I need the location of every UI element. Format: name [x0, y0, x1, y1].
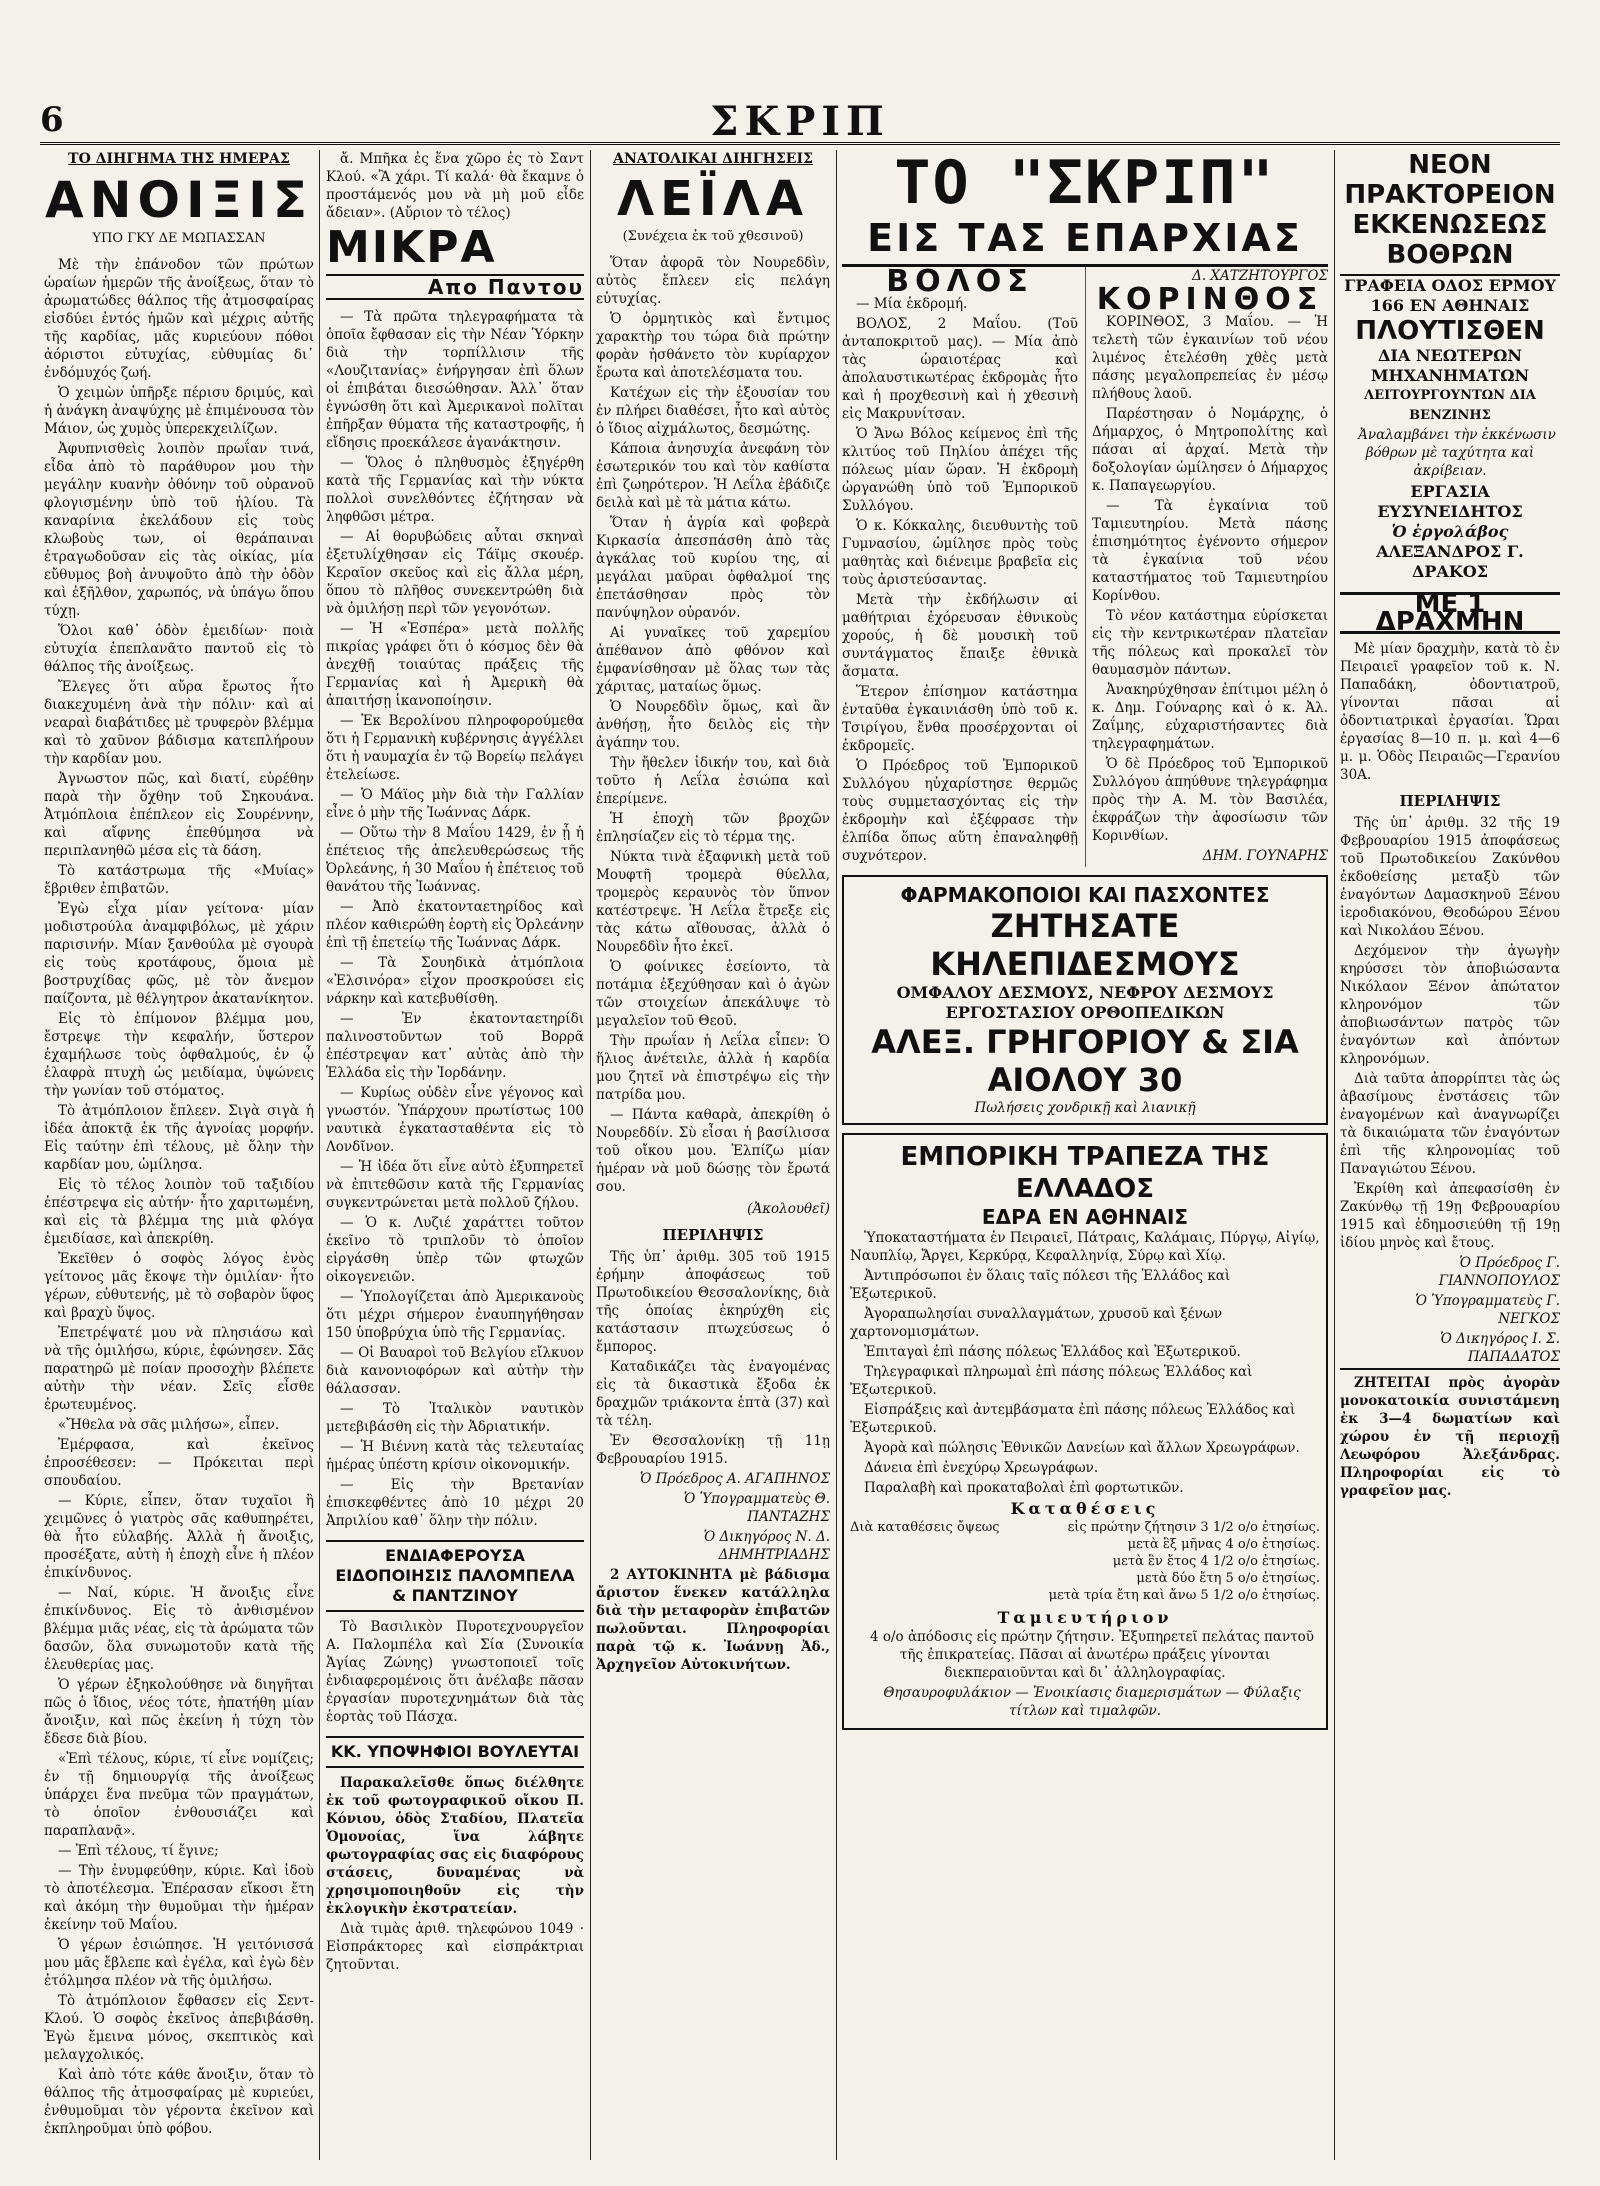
news-item: — Οὕτω τὴν 8 Μαΐου 1429, ἐν ᾗ ἡ ἐπέτειος τῆς ἀπελευθερώσεως τῆς Ὀρλεάνης, ἡ 30 Μαΐου ἡ ἐπέτειος τοῦ θανάτου τῆς Ἰωάννας.	[326, 825, 584, 895]
bank-title: ΕΜΠΟΡΙΚΗ ΤΡΑΠΕΖΑ ΤΗΣ ΕΛΛΑΔΟΣ	[900, 1142, 1270, 1204]
story-paragraph: Καὶ ἀπὸ τότε κάθε ἄνοιξιν, ὅταν τὸ θάλπος τῆς ἀτμοσφαίρας μὲ κυριεύει, ἐνθυμοῦμαι τὸν γέροντα ἐκεῖνον καὶ ἐκπληροῦμαι ὑπὸ φόβου.	[44, 2067, 314, 2137]
report-paragraph: — Μία ἑκδρομή.	[856, 296, 968, 312]
bank-service-item: Ἀντιπρόσωποι ἐν ὅλαις ταῖς πόλεσι τῆς Ἑλλάδος καὶ Ἐξωτερικοῦ.	[850, 1268, 1231, 1302]
signature-lawyer: Ὁ Δικηγόρος Ν. Δ. ΔΗΜΗΤΡΙΑΔΗΣ	[703, 1529, 830, 1563]
report-paragraph: — Τὰ ἐγκαίνια τοῦ Ταμιευτηρίου. Μετὰ πάσης ἐπισημότητος ἐγένοντο σήμερον τὰ ἐγκαίνια τοῦ νέου καταστήματος τοῦ Ταμιευτηρίου Κορίνθου.	[1092, 498, 1328, 604]
volos-report	[842, 295, 1078, 865]
ad-line: ΟΜΦΑΛΟΥ ΔΕΣΜΟΥΣ, ΝΕΦΡΟΥ ΔΕΣΜΟΥΣ	[896, 983, 1274, 1002]
story-paragraph: — Ἐπὶ τέλους, τί ἔγινε;	[58, 1843, 219, 1859]
column-divider	[590, 150, 591, 2160]
news-item: — Τὰ πρῶτα τηλεγραφήματα τὰ ὁποῖα ἔφθασαν εἰς τὴν Νέαν Ὑόρκην διὰ τὴν τορπίλλισιν τῆς «Λουζιτανίας» ἐνήργησαν ἐπὶ ὅλων οἱ ἐπιβάται διεσώθησαν. Ἀλλ᾽ ὅταν ἐγνώσθη ὅτι καὶ Ἀμερικανοὶ πολῖται ἐπῆρξαν θύματα τῆς καταστροφῆς, ἡ εἴδησις προεκάλεσε ἀγανάκτησιν.	[326, 309, 584, 451]
summary-body	[1340, 814, 1560, 1252]
story-paragraph: Ὅταν ἀφορᾶ τὸν Νουρεδδὶν, αὐτὸς ἔπλεεν εἰς πελάγη εὐτυχίας.	[596, 255, 830, 307]
report-paragraph: Ἕτερον ἐπίσημον κατάστημα ἐνταῦθα ἐγκαινιάσθη ὑπὸ τοῦ κ. Τσιρίγου, ἔνθα προσέρχονται οἱ ἐκδρομεῖς.	[842, 684, 1078, 754]
news-item: — Ὅλος ὁ πληθυσμὸς ἐξηγέρθη κατὰ τῆς Γερμανίας καὶ τὴν νύκτα πολλοὶ συνελθόντες ἐζήτησαν νὰ ληφθῶσι μέτρα.	[326, 455, 584, 525]
summary-paragraph: Δεχόμενον τὴν ἀγωγὴν κηρύσσει τὸν ἀποβιώσαντα Νικόλαον Ξένον ἀπώτατον κληρονόμον τῶν ἀποβιωσάντων πατρὸς τῶν ἐναγόντων καὶ ἀπόντων κληρονόμων.	[1340, 943, 1560, 1067]
report-paragraph: Τὸ νέον κατάστημα εὑρίσκεται εἰς τὴν κεντρικωτέραν πλατεῖαν τῆς πόλεως καὶ προκαλεῖ τὸν θαυμασμὸν πάντων.	[1092, 608, 1328, 678]
story-paragraph: Ἐκεῖθεν ὁ σοφὸς λόγος ἑνὸς γείτονος μᾶς ἔκοψε τὴν ὁμιλίαν· ἦτο γέρων, εὐθυτενής, μὲ τὸ σοβαρὸν ὕφος καὶ βραχὺ ὕψος.	[44, 1251, 314, 1321]
column-divider	[319, 150, 320, 2160]
deposit-rate-row	[850, 1587, 1320, 1604]
report-paragraph: ΚΟΡΙΝΘΟΣ, 3 Μαΐου. — Ἡ τελετὴ τῶν ἐγκαινίων τοῦ νέου λιμένος ἐτελέσθη χθὲς μετὰ πάσης μεγαλοπρεπείας ἐν μέσῳ πλήθους λαοῦ.	[1092, 314, 1328, 402]
story-paragraph: — Πάντα καθαρὰ, ἀπεκρίθη ὁ Νουρεδδίν. Σὺ εἶσαι ἡ βασίλισσα τοῦ οἴκου μου. Ἐλπίζω μίαν ἡμέραν νὰ μοῦ δώσῃς τὸν ἔρωτά σου.	[596, 1107, 830, 1195]
report-paragraph: Παρέστησαν ὁ Νομάρχης, ὁ Δήμαρχος, ὁ Μητροπολίτης καὶ πάσαι αἱ ἀρχαί. Μετὰ τὴν δοξολογίαν ὡμίλησεν ὁ Δήμαρχος κ. Παπαγεωργίου.	[1092, 406, 1328, 494]
deposits-heading: Καταθέσεις	[1010, 1499, 1160, 1518]
deposit-rate-row	[850, 1536, 1320, 1553]
agency-line: ΓΡΑΦΕΙΑ ΟΔΟΣ ΕΡΜΟΥ 166 ΕΝ ΑΘΗΝΑΙΣ	[1344, 276, 1556, 315]
column-divider	[1334, 150, 1335, 2160]
story-paragraph: Ὅλοι καθ᾽ ὁδὸν ἐμειδίων· ποιὰ εὐτυχία ἐπεπλανᾶτο παντοῦ εἰς τὸ θάλπος τῆς ἀνοίξεως.	[44, 623, 314, 675]
story-paragraph: Ἀφυπνισθεὶς λοιπὸν πρωΐαν τινά, εἶδα ἀπὸ τὸ παράθυρον μου τὴν μεγάλην κυανὴν ὀθόνην τοῦ οὐρανοῦ φλογισμένην ὑπὸ τοῦ ἡλίου. Τὰ καναρίνια ἐκελάδουν εἰς τοὺς κλωβοὺς των, οἱ θεράπαιναι ἐτραγωδοῦσαν εἰς τὰς οἰκίας, μία εὔθυμος βοὴ ἀνυψοῦτο ἀπὸ τὴν ὁδὸν καὶ ἐξῆλθον, χαρωπός, νὰ ὑπάγω ὅπου τύχῃ.	[44, 441, 314, 619]
volos-correspondent: Δ. ΧΑΤΖΗΤΟΥΡΓΟΣ	[1192, 268, 1328, 284]
news-item: — Ὁ κ. Λυζιέ χαράττει τοῦτον ἐκεῖνο τὸ τριπλοῦν τὸ ὁποῖον εἰργάσθη ὑπὲρ τῶν φτωχῶν οἰκογενειῶν.	[326, 1215, 584, 1285]
bank-branches: Ὑποκαταστήματα ἐν Πειραιεῖ, Πάτραις, Καλάμαις, Πύργῳ, Αἰγίῳ, Ναυπλίῳ, Ἄργει, Κερκύρᾳ, Κεφαλληνίᾳ, Σύρῳ καὶ Χίῳ.	[850, 1230, 1320, 1264]
news-item: — Τὰ Σουηδικὰ ἀτμόπλοια «Ἐλσινόρα» εἶχον προσκρούσει εἰς νάρκην καὶ κατεβυθίσθη.	[326, 955, 584, 1007]
story-byline: ΥΠΟ ΓΚΥ ΔΕ ΜΩΠΑΣΣΑΝ	[92, 231, 266, 246]
news-item: — Αἱ θορυβώδεις αὗται σκηναὶ ἐξετυλίχθησαν εἰς Τάϊμς σκουέρ. Κεραῖον σκεῦος καὶ εἰς ἄλλα μέρη, ὅπου τὸ πλῆθος συνεκεντρώθη διὰ νὰ ὁμιλήσῃ περὶ τῶν γεγονότων.	[326, 529, 584, 617]
story-paragraph: Ὁ γέρων ἐξηκολούθησε νὰ διηγῆται πῶς ὁ ἴδιος, νέος τότε, ἠπατήθη μίαν ἄνοιξιν, καὶ πῶς ἐκείνη ἡ τύχη τὸν ἔδεσε διὰ βίου.	[44, 1677, 314, 1747]
provinces-subheadline: ΕΙΣ ΤΑΣ ΕΠΑΡΧΙΑΣ	[842, 216, 1328, 267]
ad-line: ΦΑΡΜΑΚΟΠΟΙΟΙ ΚΑΙ ΠΑΣΧΟΝΤΕΣ	[900, 883, 1270, 907]
story-paragraph: Ἡ ἐποχὴ τῶν βροχῶν ἐπλησίαζεν εἰς τὸ τέρμα της.	[596, 811, 830, 845]
ad-line: Πωλήσεις χονδρικῇ καὶ λιανικῇ	[974, 1100, 1196, 1116]
continuation-note: (Συνέχεια ἐκ τοῦ χθεσινοῦ)	[622, 229, 804, 244]
story-body	[44, 256, 314, 2138]
story-paragraph: «Ἐπὶ τέλους, κύριε, τί εἶνε νομίζεις; ἐν τῇ δημιουργίᾳ τῆς ἀνοίξεως ὑπάρχει ἕνα πνεῦμα τῶν πραγμάτων, τὸ ὁποῖον ἐνθουσιάζει καὶ παραπλανᾷ».	[44, 1751, 314, 1839]
story-paragraph: Ὁ ὁρμητικὸς καὶ ἔντιμος χαρακτὴρ του τώρα διὰ πρώτην φορὰν ἠσθάνετο τὸν κυρίαρχον ἔρωτα καὶ ἀποτελέσματα του.	[596, 311, 830, 381]
story-paragraph: Εἰς τὸ ἐπίμονον βλέμμα μου, ἔστρεψε τὴν κεφαλήν, ὕστερον ἐχαμήλωσε τοὺς ὀφθαλμούς, ἐν ᾧ ἐλαφρὰ πτυχὴ ὡς μειδίαμα, ὑψώνεις τὴν γωνίαν τοῦ στόματος.	[44, 1011, 314, 1099]
deposit-rate-row	[850, 1553, 1320, 1570]
column-provinces	[842, 150, 1328, 2160]
summary-paragraph: Καταδικάζει τὰς ἐναγομένας εἰς τὰ δικαστικὰ ἔξοδα ἐκ δραχμῶν τριάκοντα ἑπτὰ (37) καὶ τὰ τέλη.	[596, 1359, 830, 1429]
story-headline: ΑΝΟΙΞΙΣ	[44, 171, 313, 229]
story-paragraph: — Τὴν ἐνυμφεύθην, κύριε. Καὶ ἰδοὺ τὸ ἀποτέλεσμα. Ἐπέρασαν εἴκοσι ἔτη καὶ ἀκόμη τὴν θυμοῦμαι τὴν ἡμέραν ἐκείνην τοῦ Μαΐου.	[44, 1863, 314, 1933]
agency-headline: ΕΚΚΕΝΩΣΕΩΣ ΒΟΘΡΩΝ	[1340, 210, 1560, 276]
report-paragraph: Ὁ Ἄνω Βόλος κείμενος ἐπὶ τῆς κλιτύος τοῦ Πηλίου ἀπέχει τῆς πόλεως μίαν ὥραν. Ἡ ἐκδρομὴ ὠργανώθη ὑπὸ τοῦ Ἐμπορικοῦ Συλλόγου.	[842, 426, 1078, 514]
deposit-rate-row	[850, 1570, 1320, 1587]
safe-deposit-text: Θησαυροφυλάκιον — Ἐνοικίασις διαμερισμάτων — Φύλαξις τίτλων καὶ τιμαλφῶν.	[883, 1685, 1301, 1719]
page-number: 6	[40, 100, 64, 140]
savings-heading: Ταμιευτήριον	[997, 1608, 1173, 1627]
city-heading-korinthos: ΚΟΡΙΝΘΟΣ	[1096, 282, 1324, 317]
bank-service-item: Εἰσπράξεις καὶ ἀντεμβάσματα ἐπὶ πάσης πόλεως Ἑλλάδος καὶ Ἐξωτερικοῦ.	[850, 1402, 1296, 1436]
story-body	[596, 254, 830, 1196]
short-news-body	[326, 308, 584, 1530]
story-paragraph: Ὅταν ἡ ἀγρία καὶ φοβερὰ Κιρκασία ἀπεσπάσθη ἀπὸ τὰς ἀγκάλας τοῦ κυρίου της, αἱ μεγάλαι μαῦραι ὀφθαλμοί της ἐπετάσθησαν πρὸς τὸν πανύψηλον οὐρανόν.	[596, 515, 830, 621]
ad-line: ΕΡΓΟΣΤΑΣΙΟΥ ΟΡΘΟΠΕΔΙΚΩΝ	[945, 1003, 1225, 1022]
summary-paragraph: Ἐν Θεσσαλονίκῃ τῇ 11ῃ Φεβρουαρίου 1915.	[596, 1433, 830, 1467]
report-paragraph: ΒΟΛΟΣ, 2 Μαΐου. (Τοῦ ἀνταποκριτοῦ μας). — Μία ἀπὸ τὰς ὡραιοτέρας καὶ ἀπολαυστικωτέρας ἐκδρομὰς ἦτο καὶ ἡ προχθεσινὴ καὶ ἡ χθεσινὴ εἰς Μακρυνίτσαν.	[842, 316, 1078, 422]
news-item: — Εἰς τὴν Βρετανίαν ἐπισκεφθέντες ἀπὸ 10 μέχρι 20 Ἀπριλίου καθ᾽ ὅλην τὴν πόλιν.	[326, 1477, 584, 1529]
agency-line: Ἀναλαμβάνει τὴν ἐκκένωσιν βόθρων μὲ ταχύτητα καὶ ἀκρίβειαν.	[1358, 427, 1556, 479]
section-subheadline: Απο Παντου	[326, 274, 584, 300]
news-item: — Ἡ «Ἑσπέρα» μετὰ πολλῆς πικρίας γράφει ὅτι ὁ κόσμος δὲν θὰ ἀνεχθῇ τοιαύτας πράξεις τῆς Γερμανίας καὶ ἡ Ἀμερικὴ θὰ ἀπαιτήσῃ ἱκανοποίησιν.	[326, 621, 584, 709]
summary-paragraph: Τῆς ὑπ᾽ ἀριθμ. 305 τοῦ 1915 ἐρήμην ἀποφάσεως τοῦ Πρωτοδικείου Θεσσαλονίκης, διὰ τῆς ὁποίας ἐκηρύχθη εἰς κατάστασιν πτωχεύσεως ὁ ἔμπορος.	[596, 1249, 830, 1355]
story-paragraph: Αἱ γυναῖκες τοῦ χαρεμίου ἀπέθανον ἀπὸ φθόνον καὶ ἐμφανίσθησαν μὲ ὅλας των τὰς χάριτας, ματαίως ὅμως.	[596, 625, 830, 695]
story-paragraph: Κάποια ἀνησυχία ἀνεφάνη τὸν ἐσωτερικόν του καὶ τὸν καθίστα ἐπὶ ζωηρότερον. Ἡ Λεΐλα ἐβάδιζε δειλὰ καὶ μὲ τὰ μάτια κάτω.	[596, 441, 830, 511]
notice-text: Τὸ Βασιλικὸν Πυροτεχνουργεῖον Α. Παλομπέλα καὶ Σία (Συνοικία Ἁγίας Ζώνης) γνωστοποιεῖ τοῖς ἐνδιαφερομένοις ὅτι ἀνέλαβε πᾶσαν ἐργασίαν πυροτεχνημάτων διὰ τὰς ἑορτὰς τοῦ Πάσχα.	[326, 1619, 584, 1725]
column-divider	[836, 150, 837, 2160]
drachma-text: Μὲ μίαν δραχμὴν, κατὰ τὸ ἐν Πειραιεῖ γραφεῖον τοῦ κ. Ν. Παπαδάκη, ὀδοντιατροῦ, γίνονται πᾶσαι αἱ ὀδοντιατρικαὶ ἐργασίαι. Ὥραι ἐργασίας 8—10 π. μ. καὶ 4—6 μ. μ. Ὁδὸς Πειραιῶς—Γερανίου 30Α.	[1340, 641, 1560, 783]
summary-paragraph: Τῆς ὑπ᾽ ἀριθμ. 32 τῆς 19 Φεβρουαρίου 1915 ἀποφάσεως τοῦ Πρωτοδικείου Ζακύνθου ἐκδοθείσης μεταξὺ τῶν ἐναγόντων Δαμασκηνοῦ Ξένου ἱεροδιακόνου, Θεοδώρου Ξένου καὶ Νικολάου Ξένου.	[1340, 815, 1560, 939]
news-item: — Κυρίως οὐδὲν εἶνε γέγονος καὶ γνωστόν. Ὑπάρχουν πρωτίστως 100 ναυτικὰ ἐγκατασταθέντα εἰς τὸ Λονδῖνον.	[326, 1085, 584, 1155]
agency-line: ΕΡΓΑΣΙΑ ΕΥΣΥΝΕΙΔΗΤΟΣ	[1377, 482, 1523, 521]
deposit-rate: μετὰ δύο ἔτη 5 ο/ο ἐτησίως.	[1136, 1571, 1320, 1586]
report-paragraph: Μετὰ τὴν ἐκδήλωσιν αἱ μαθήτριαι ἐχόρευσαν ἐθνικοὺς χορούς, ἡ δὲ μουσικὴ τοῦ συντάγματος ἔπαιξε ἐθνικὰ ἄσματα.	[842, 592, 1078, 680]
news-item: — Ὁ Μάϊος μὴν διὰ τὴν Γαλλίαν εἶνε ὁ μὴν τῆς Ἰωάννας Δάρκ.	[326, 787, 584, 821]
signature-lawyer: Ὁ Δικηγόρος Ι. Σ. ΠΑΠΑΔΑΤΟΣ	[1440, 1331, 1560, 1365]
ad-line: ΖΗΤΗΣΑΤΕ ΚΗΛΕΠΙΔΕΣΜΟΥΣ	[930, 907, 1240, 983]
news-item: — Ἐκ Βερολίνου πληροφορούμεθα ὅτι ἡ Γερμανικὴ κυβέρνησις ἀγγέλλει ὅτι ἡ ναυμαχία ἐν τῷ Βορείῳ πελάγει ἐτελείωσε.	[326, 713, 584, 783]
savings-text: 4 ο/ο ἀπόδοσις εἰς πρώτην ζήτησιν. Ἐξυπηρετεῖ πελάτας παντοῦ τῆς ἐπικρατείας. Πᾶσαι αἱ ἀνωτέρω πράξεις γίνονται διεκπεραιοῦνται καὶ δι᾽ ἀλληλογραφίας.	[869, 1629, 1315, 1681]
news-item: — Ὑπολογίζεται ἀπὸ Ἀμερικανοὺς ὅτι μέχρι σήμερον ἐναυπηγήθησαν 150 ὑποβρύχια ὑπὸ τῆς Γερμανίας.	[326, 1289, 584, 1341]
candidates-footer: Διὰ τιμὰς ἀριθ. τηλεφώνου 1049 · Εἰσπράκτορες καὶ εἰσπράκτριαι ζητοῦνται.	[326, 1921, 584, 1973]
deposit-rates	[850, 1519, 1320, 1604]
story-paragraph: — Ναί, κύριε. Ἡ ἄνοιξις εἶνε ἐπικίνδυνος. Εἰς τὸ ἀνθισμένον βλέμμα μιᾶς νέας, εἰς τὰ ἀρώματα τῶν δασῶν, ὅλα συνωμοτοῦν κατὰ τῆς ἐλευθερίας μας.	[44, 1585, 314, 1673]
deposit-rate: μετὰ ἓν ἔτος 4 1/2 ο/ο ἐτησίως.	[1112, 1554, 1320, 1569]
newspaper-title: ΣΚΡΙΠ	[710, 98, 890, 145]
deposit-rate: εἰς πρώτην ζήτησιν 3 1/2 ο/ο ἐτησίως.	[1067, 1520, 1320, 1535]
news-item: — Οἱ Βαυαροὶ τοῦ Βελγίου εἴλκυον διὰ κανονιοφόρων καὶ αὐτὴν τὴν θάλασσαν.	[326, 1345, 584, 1397]
deposit-rate: μετὰ ἓξ μῆνας 4 ο/ο ἐτησίως.	[1127, 1537, 1320, 1552]
summary-paragraph: Ἐκρίθη καὶ ἀπεφασίσθη ἐν Ζακύνθῳ τῇ 19ῃ Φεβρουαρίου 1915 καὶ ἐδημοσιεύθη τῇ 19ῃ ἰδίου μηνὸς καὶ ἔτους.	[1340, 1181, 1560, 1251]
story-paragraph: Ἔλεγες ὅτι αὔρα ἔρωτος ἦτο διακεχυμένη ἀνὰ τὴν πόλιν· καὶ αἱ νεαραὶ διαβάτιδες μὲ τρυφερὸν βλέμμα καὶ τὸ χαῦνον βάδισμα κατεπλήρουν τὴν καρδίαν μου.	[44, 679, 314, 767]
summary-paragraph: Διὰ ταῦτα ἀπορρίπτει τὰς ὡς ἀβασίμους ἐνστάσεις τῶν ἐναγομένων καὶ ἀναγνωρίζει τὰ δικαιώματα τῶν ἐναγόντων ἐπὶ τῆς κληρονομίας τοῦ Παναγιώτου Ξένου.	[1340, 1071, 1560, 1177]
story-paragraph: — Κύριε, εἶπεν, ὅταν τυχαῖοι ἢ χειμῶνες ὁ γιατρὸς σᾶς καθυπηρέτει, θὰ ἦτο εὐλαβής. Ἀλλὰ ἡ ἄνοιξις, προσέξατε, αὐτὴ ἡ ἐποχὴ εἶνε ἡ πλέον ἐπικίνδυνος.	[44, 1493, 314, 1581]
wanted-classified-ad: ΖΗΤΕΙΤΑΙ πρὸς ἀγορὰν μονοκατοικία συνιστάμενη ἐκ 3—4 δωματίων καὶ χώρου ἐν τῇ περιοχῇ Λεωφόρου Ἀλεξάνδρας. Πληροφορίαι εἰς τὸ γραφεῖον μας.	[1340, 1368, 1560, 1500]
report-paragraph: Ἀνακηρύχθησαν ἐπίτιμοι μέλη ὁ κ. Δημ. Γούναρης καὶ ὁ κ. Ἀλ. Ζαΐμης, εὐχαριστήσαντες διὰ τηλεγραφημάτων.	[1092, 682, 1328, 752]
news-item: — Ἀπὸ ἐκατονταετηρίδος καὶ πλέον καθιερώθη ἑορτὴ εἰς Ὀρλεάνην ἐπὶ τῇ ἐπετείῳ τῆς Ἰωάννας Δάρκ.	[326, 899, 584, 951]
agency-line: ΔΙΑ ΝΕΩΤΕΡΩΝ ΜΗΧΑΝΗΜΑΤΩΝ	[1370, 346, 1530, 385]
city-heading-volos: ΒΟΛΟΣ	[886, 264, 1034, 299]
story-paragraph: Ὁ Νουρεδδὶν ὅμως, καὶ ἂν ἀνθήσῃ, ἦτο δειλὸς εἰς τὴν ἀγάπην του.	[596, 699, 830, 751]
story-paragraph: Ἐπετρέψατέ μου νὰ πλησιάσω καὶ νὰ τῆς ὁμιλήσω, κύριε, ἐφώνησεν. Σᾶς παρατηρῶ μὲ ποίαν προσοχὴν βλέπετε αὐτὴν τὴν νέαν. Σεῖς εἶσθε ἐρωτευμένος.	[44, 1325, 314, 1413]
signature-secretary: Ὁ Ὑπογραμματεὺς Γ. ΝΕΓΚΟΣ	[1415, 1293, 1560, 1327]
story-paragraph: Ὁ φοίνικες ἐσείοντο, τὰ ποτάμια ἐξεχύθησαν καὶ ὁ ἀγὼν τῶν στοιχείων ἀπεκάλυψε τὸ μεγαλεῖον τοῦ Θεοῦ.	[596, 959, 830, 1029]
column-short-news	[326, 150, 584, 2160]
masthead	[40, 96, 1560, 145]
agency-contractor: ΑΛΕΞΑΝΔΡΟΣ Γ. ΔΡΑΚΟΣ	[1376, 542, 1524, 581]
drachma-headline: ΜΕ 1 ΔΡΑΧΜΗΝ	[1340, 592, 1560, 634]
candidates-headline: ΚΚ. ΥΠΟΨΗΦΙΟΙ ΒΟΥΛΕΥΤΑΙ	[326, 1736, 584, 1768]
story-paragraph: Κατέχων εἰς τὴν ἐξουσίαν του ἐν πλήρει διαθέσει, ἦτο καὶ αὐτὸς ὁ ἴδιος αἰχμάλωτος, δεσμώτης.	[596, 385, 830, 437]
pharmacy-advertisement	[842, 875, 1328, 1125]
bank-service-item: Τηλεγραφικαὶ πληρωμαὶ ἐπὶ πάσης πόλεως Ἑλλάδος καὶ Ἐξωτερικοῦ.	[850, 1364, 1253, 1398]
bank-services	[850, 1267, 1320, 1497]
bank-service-item: Παραλαβὴ καὶ προκαταβολαὶ ἐπὶ φορτωτικῶν.	[864, 1480, 1184, 1496]
story-paragraph: Νύκτα τινὰ ἐξαφνικὴ μετὰ τοῦ Μουφτῆ τρομερὰ θύελλα, τρομερὸς κεραυνὸς τὸν ὕπνον κατέστρεψε. Ἡ Λεΐλα ἔτρεξε εἰς τὰς κάτω αἴθουσας, ἀλλὰ ὁ Νουρεδδὶν ἦτο ἐκεῖ.	[596, 849, 830, 955]
agency-line: Ὁ ἐργολάβος	[1391, 522, 1509, 541]
signature-secretary: Ὁ Ὑπογραμματεὺς Θ. ΠΑΝΤΑΖΗΣ	[683, 1491, 830, 1525]
column-story-of-the-day	[44, 150, 314, 2160]
deposit-label: Διὰ καταθέσεις ὄψεως	[850, 1520, 1000, 1535]
story-paragraph: Τὴν πρωΐαν ἡ Λεΐλα εἶπεν: Ὁ ἥλιος ἀνέτειλε, ἀλλὰ ἡ καρδία μου ζητεῖ νὰ ἐπιστρέψω εἰς τὴν πατρίδα μου.	[596, 1033, 830, 1103]
report-paragraph: Ὁ κ. Κόκκαλης, διευθυντὴς τοῦ Γυμνασίου, ὡμίλησε πρὸς τοὺς μαθητὰς καὶ διένειμε βραβεῖα εἰς τοὺς ἀριστεύσαντας.	[842, 518, 1078, 588]
news-item: — Τὸ Ἰταλικὸν ναυτικὸν μετεβιβάσθη εἰς τὴν Ἀδριατικήν.	[326, 1401, 584, 1435]
summary-headline: ΠΕΡΙΛΗΨΙΣ	[1399, 792, 1501, 810]
summary-headline: ΠΕΡΙΛΗΨΙΣ	[662, 1226, 764, 1244]
korinthos-report	[1092, 313, 1328, 845]
summary-body	[596, 1248, 830, 1468]
story-paragraph: Ἐμέρφασα, καὶ ἐκεῖνος ἐπροσέθεσεν: — Πρόκειται περὶ σπουδαίου.	[44, 1437, 314, 1489]
news-item: — Ἡ ἰδέα ὅτι εἶνε αὐτὸ ἐξυπηρετεῖ νὰ ἐπιτεθῶσιν κατὰ τῆς Γερμανίας συγκεντρώνεται μετὰ πολλοῦ ζήλου.	[326, 1159, 584, 1211]
agency-line: ΛΕΙΤΟΥΡΓΟΥΝΤΩΝ ΔΙΑ ΒΕΝΖΙΝΗΣ	[1364, 388, 1536, 423]
agency-headline: ΠΛΟΥΤΙΣΘΕΝ	[1355, 316, 1545, 346]
story-paragraph: Ὁ χειμὼν ὑπῆρξε πέρισυ δριμύς, καὶ ἡ ἀνάγκη ἀναψύχης μὲ ἐπιμένουσα τὸν Μάιον, ὡς χυμὸς ὑπερεκχειλίζων.	[44, 385, 314, 437]
story-paragraph: Τὸ κατάστρωμα τῆς «Μυίας» ἔβριθεν ἐπιβατῶν.	[44, 863, 314, 897]
story-paragraph: Τὸ ἀτμόπλοιον ἔπλεεν. Σιγὰ σιγὰ ἡ ἰδέα ἀποκτᾷ ἐκ τῆς ἀγνοίας μορφήν. Εἰς ταύτην ἐπὶ τέλους, μὲ ὅλην τὴν καρδίαν μου, ὡμίλησα.	[44, 1103, 314, 1173]
korinthos-correspondent: ΔΗΜ. ΓΟΥΝΑΡΗΣ	[1202, 848, 1328, 864]
section-kicker: ΤΟ ΔΙΗΓΗΜΑ ΤΗΣ ΗΜΕΡΑΣ	[68, 151, 290, 167]
bank-advertisement	[842, 1133, 1328, 1730]
story-continuation: ἄ. Μπῆκα ἐς ἕνα χῶρο ἐς τὸ Σαντ Κλού. «Ἂ χάρι. Τί καλά· θὰ ἔκαμνε ὁ προστάμενός μου νὰ μὴ μοῦ εἶδε ἄδειαν». (Αὔριον τὸ τέλος)	[326, 151, 584, 221]
report-paragraph: Ὁ δὲ Πρόεδρος τοῦ Ἐμπορικοῦ Συλλόγου ἀπηύθυνε τηλεγράφημα πρὸς τὴν Α. Μ. τὸν Βασιλέα, ἐκφράζων τὴν ἀφοσίωσιν τῶν Κορινθίων.	[1092, 756, 1328, 844]
bank-service-item: Ἀγοραπωλησίαι συναλλαγμάτων, χρυσοῦ καὶ ξένων χαρτονομισμάτων.	[850, 1306, 1223, 1340]
story-headline: ΛΕΪΛΑ	[616, 171, 810, 227]
candidates-text: Παρακαλεῖσθε ὅπως διέλθητε ἐκ τοῦ φωτογραφικοῦ οἴκου Π. Κόνιου, ὁδὸς Σταδίου, Πλατεῖα Ὁμονοίας, ἵνα λάβητε φωτογραφίας σας εἰς διαφόρους στάσεις, δυναμένας νὰ χρησιμοποιηθοῦν εἰς τὴν ἐκλογικὴν ἐκστρατείαν.	[326, 1775, 584, 1917]
story-paragraph: Ἀγνωστον πῶς, καὶ διατί, εὑρέθην παρὰ τὴν ὄχθην τοῦ Σηκουάνα. Ἀτμόπλοια ἐπέπλεον εἰς Σουρέννην, καὶ αἴφνης ἐπεθύμησα νὰ περιπλανηθῶ μέσα εἰς τὰ δάση.	[44, 771, 314, 859]
agency-headline: ΝΕΟΝ ΠΡΑΚΤΟΡΕΙΟΝ	[1344, 150, 1556, 210]
news-item: — Ἐν ἑκατονταετηρίδι παλινοστοῦντων τοῦ Βορρᾶ ἐπέστρεψαν κατ᾽ αὐτὰς ἀπὸ τὴν Ἑλλάδα εἰς τὴν Ἰορδάνην.	[326, 1011, 584, 1081]
story-paragraph: Ὁ γέρων ἐσιώπησε. Ἡ γειτόνισσά μου μᾶς ἔβλεπε καὶ ἐγέλα, καὶ ἐγὼ δὲν ἐτόλμησα πλέον νὰ τῆς ὁμιλήσω.	[44, 1937, 314, 1989]
news-item: — Ἡ Βιέννη κατὰ τὰς τελευταίας ἡμέρας ὑπέστη κρίσιν οἰκονομικήν.	[326, 1439, 584, 1473]
to-be-continued: (Ἀκολουθεῖ)	[747, 1201, 830, 1217]
story-paragraph: Μὲ τὴν ἐπάνοδον τῶν πρώτων ὡραίων ἡμερῶν τῆς ἀνοίξεως, ὅταν τὸ ἀρωματώδες θάλπος τῆς ἀτμοσφαίρας εἰσδύει ἐντός ἡμῶν καὶ μέχρις αὐτῆς τῆς καρδίας, μᾶς κυριεύουν πόθοι ἀόριστοι εὐτυχίας, εὐθυμίας δι᾽ ἐνδόμυχός ζωή.	[44, 257, 314, 381]
story-paragraph: Τὸ ἀτμόπλοιον ἔφθασεν εἰς Σεντ-Κλού. Ὁ σοφὸς ἐκεῖνος ἀπεβιβάσθη. Ἐγὼ ἔμεινα μόνος, σκεπτικὸς καὶ μελαγχολικός.	[44, 1993, 314, 2063]
bank-service-item: Ἐπιταγαὶ ἐπὶ πάσης πόλεως Ἑλλάδος καὶ Ἐξωτερικοῦ.	[864, 1344, 1241, 1360]
report-paragraph: Ὁ Πρόεδρος τοῦ Ἐμπορικοῦ Συλλόγου ηὐχαρίστησε θερμῶς τοὺς συμμετασχόντας εἰς τὴν ἐκδρομὴν καὶ ἐξέφρασε τὴν ἐλπίδα ὅπως αὕτη ἐπαναληφθῇ συχνότερον.	[842, 758, 1078, 864]
bank-service-item: Δάνεια ἐπὶ ἐνεχύρῳ Χρεωγράφων.	[864, 1460, 1099, 1476]
ad-line: ΑΛΕΞ. ΓΡΗΓΟΡΙΟΥ & ΣΙΑ ΑΙΟΛΟΥ 30	[871, 1023, 1299, 1099]
signature-president: Ὁ Πρόεδρος Α. ΑΓΑΠΗΝΟΣ	[639, 1471, 830, 1487]
story-paragraph: Τὴν ἤθελεν ἰδικήν του, καὶ διὰ τοῦτο ἡ Λεΐλα ἐσιώπα καὶ ἐπερίμενε.	[596, 755, 830, 807]
story-paragraph: Ἐγὼ εἶχα μίαν γείτονα· μίαν μοδιστρούλα ἀναμφιβόλως, μὲ χάριν παρισινήν. Μίαν ξανθούλα μὲ σγουρὰ εἰς τοὺς κροτάφους, ὅμοια μὲ βοστρυχίδας φῶς, μὲ τὸν ἄνεμον παίζοντα, μὲ θέλγητρον ἀκατανίκητον.	[44, 901, 314, 1007]
story-paragraph: Εἰς τὸ τέλος λοιπὸν τοῦ ταξιδίου ἐπέστρεψα εἰς αὐτήν· ἦτο χαριτωμένη, καὶ εἰς τὰ βλέμμα της μιὰ φλόγα ἐμειδίασε, καὶ ἀπεκρίθη.	[44, 1177, 314, 1247]
section-headline: ΜΙΚΡΑ	[326, 222, 497, 273]
provinces-two-column-body	[842, 264, 1328, 867]
signature-president: Ὁ Πρόεδρος Γ. ΓΙΑΝΝΟΠΟΥΛΟΣ	[1438, 1255, 1560, 1289]
deposit-rate-row	[850, 1519, 1320, 1536]
bank-seat: ΕΔΡΑ ΕΝ ΑΘΗΝΑΙΣ	[981, 1205, 1189, 1229]
car-classified-ad: 2 ΑΥΤΟΚΙΝΗΤΑ μὲ βάδισμα ἄριστον ἕνεκεν κατάλληλα διὰ τὴν μεταφορὰν ἐπιβατῶν πωλοῦνται. Πληροφορίαι παρὰ τῷ κ. Ἰωάννῃ Ἀδ., Ἀρχηγεῖον Αὐτοκινήτων.	[596, 1567, 830, 1673]
bank-service-item: Ἀγορὰ καὶ πώλησις Ἐθνικῶν Δανείων καὶ ἄλλων Χρεωγράφων.	[864, 1440, 1300, 1456]
story-paragraph: «Ἤθελα νὰ σᾶς μιλήσω», εἶπεν.	[58, 1417, 280, 1433]
deposit-rate: μετὰ τρία ἔτη καὶ ἄνω 5 1/2 ο/ο ἐτησίως.	[1048, 1588, 1320, 1603]
column-ads-and-notices	[1340, 150, 1560, 2160]
provinces-headline: ΤΟ "ΣΚΡΙΠ"	[894, 150, 1276, 218]
notice-headline: ΕΝΔΙΑΦΕΡΟΥΣΑ ΕΙΔΟΠΟΙΗΣΙΣ ΠΑΛΟΜΠΕΛΑ & ΠΑΝΤΖΙΝΟΥ	[326, 1540, 584, 1612]
section-kicker: ΑΝΑΤΟΛΙΚΑΙ ΔΙΗΓΗΣΕΙΣ	[613, 151, 813, 167]
column-eastern-tales	[596, 150, 830, 2160]
